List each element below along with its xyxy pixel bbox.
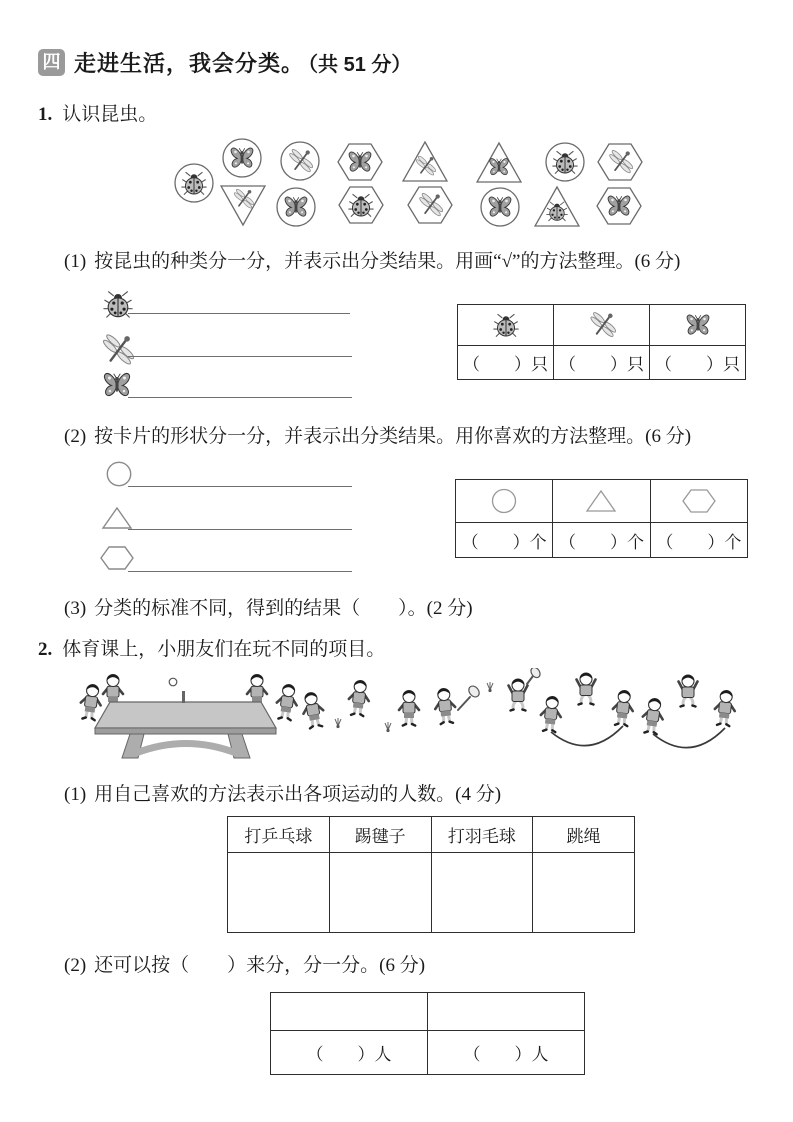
activities-table xyxy=(227,816,635,933)
people-count-cell[interactable]: （ ）人 xyxy=(271,1031,428,1075)
question-number: 2. xyxy=(38,639,53,660)
card-hexagon-dragonfly xyxy=(597,139,643,185)
card-triangle-butterfly xyxy=(476,140,522,186)
card-circle-ladybug xyxy=(171,160,217,206)
question-1-line xyxy=(38,99,157,126)
count-cell-hexagon[interactable]: （ ）个 xyxy=(650,523,747,558)
shuttlecock-group xyxy=(300,672,430,764)
col-header-table-tennis: 打乒乓球 xyxy=(228,817,330,853)
part-number: (2) xyxy=(64,426,87,447)
answer-line-triangle[interactable] xyxy=(128,529,352,530)
count-cell-triangle[interactable]: （ ）个 xyxy=(553,523,650,558)
hexagon-shape-icon xyxy=(650,480,747,523)
card-circle-butterfly xyxy=(273,184,319,230)
answer-cell[interactable] xyxy=(271,993,428,1031)
card-triangle-ladybug xyxy=(534,184,580,230)
shuttlecock-icon xyxy=(487,682,493,692)
shuttlecock-icon xyxy=(385,722,391,732)
count-cell-circle[interactable]: （ ）个 xyxy=(456,523,553,558)
question-2-line xyxy=(38,634,385,661)
jump-rope-group-1 xyxy=(538,670,638,768)
circle-shape-icon xyxy=(491,488,517,514)
card-hexagon-butterfly xyxy=(596,183,642,229)
part-text: 还可以按（ ）来分，分一分。(6 分) xyxy=(94,955,426,976)
count-cell-dragonfly[interactable]: （ ）只 xyxy=(554,346,650,380)
part-text: 用自己喜欢的方法表示出各项运动的人数。(4 分) xyxy=(94,784,502,805)
card-hexagon-ladybug xyxy=(338,182,384,228)
hexagon-shape-icon xyxy=(682,488,716,514)
card-circle-butterfly xyxy=(477,184,523,230)
answer-cell[interactable] xyxy=(428,993,585,1031)
card-circle-butterfly xyxy=(219,135,265,181)
triangle-shape-icon xyxy=(101,506,133,530)
triangle-shape-icon xyxy=(553,480,650,523)
q1-part1-prompt xyxy=(64,246,680,273)
card-triangle-dragonfly xyxy=(402,139,448,185)
q1-part3-prompt xyxy=(64,593,473,620)
q2-part2-prompt xyxy=(64,950,425,977)
dragonfly-icon xyxy=(100,333,134,367)
section-number-badge: 四 xyxy=(38,49,65,76)
card-hexagon-butterfly xyxy=(337,139,383,185)
hexagon-shape-icon xyxy=(100,545,134,571)
question-number: 1. xyxy=(38,104,53,125)
question-text: 体育课上，小朋友们在玩不同的项目。 xyxy=(62,639,386,660)
part-text: 按卡片的形状分一分，并表示出分类结果。用你喜欢的方法整理。(6 分) xyxy=(94,426,692,447)
q1-part2-prompt xyxy=(64,421,691,448)
answer-line-dragonfly[interactable] xyxy=(128,356,352,357)
section-title-line xyxy=(74,47,411,78)
jump-rope-group-2 xyxy=(640,672,740,770)
split-table xyxy=(270,992,585,1075)
people-count-cell[interactable]: （ ）人 xyxy=(428,1031,585,1075)
part-number: (1) xyxy=(64,784,87,805)
part-number: (3) xyxy=(64,598,87,619)
part-text: 分类的标准不同，得到的结果（ ）。(2 分) xyxy=(94,598,473,619)
dragonfly-icon xyxy=(554,305,650,346)
table-tennis-group xyxy=(78,666,300,768)
card-triangle-down-dragonfly xyxy=(220,182,266,228)
ladybug-icon xyxy=(458,305,554,346)
answer-line-circle[interactable] xyxy=(128,486,352,487)
shape-count-table xyxy=(455,479,748,558)
card-hexagon-dragonfly xyxy=(407,182,453,228)
answer-cell[interactable] xyxy=(329,853,431,933)
part-number: (1) xyxy=(64,251,87,272)
col-header-shuttlecock: 踢毽子 xyxy=(329,817,431,853)
ladybug-icon xyxy=(493,312,519,338)
ladybug-icon xyxy=(103,289,133,319)
question-text: 认识昆虫。 xyxy=(62,104,158,125)
answer-line-hexagon[interactable] xyxy=(128,571,352,572)
part-number: (2) xyxy=(64,955,87,976)
insect-count-table xyxy=(457,304,746,380)
butterfly-icon xyxy=(102,370,132,400)
triangle-shape-icon xyxy=(585,489,617,513)
butterfly-icon xyxy=(650,305,746,346)
answer-cell[interactable] xyxy=(533,853,635,933)
col-header-jump-rope: 跳绳 xyxy=(533,817,635,853)
answer-line-butterfly[interactable] xyxy=(128,397,352,398)
rope xyxy=(653,728,725,748)
circle-shape-icon xyxy=(456,480,553,523)
card-circle-ladybug xyxy=(542,139,588,185)
section-title: 走进生活，我会分类。 xyxy=(74,51,305,76)
answer-line-ladybug[interactable] xyxy=(128,313,350,314)
insect-cards xyxy=(0,130,793,238)
col-header-badminton: 打羽毛球 xyxy=(431,817,533,853)
q2-part1-prompt xyxy=(64,779,501,806)
rope xyxy=(551,726,623,746)
answer-cell[interactable] xyxy=(228,853,330,933)
count-cell-butterfly[interactable]: （ ）只 xyxy=(650,346,746,380)
butterfly-icon xyxy=(685,312,711,338)
answer-cell[interactable] xyxy=(431,853,533,933)
part-text: 按昆虫的种类分一分，并表示出分类结果。用画“√”的方法整理。(6 分) xyxy=(94,251,681,272)
circle-shape-icon xyxy=(106,461,132,487)
section-header xyxy=(38,47,411,78)
shuttlecock-icon xyxy=(335,718,341,728)
card-circle-dragonfly xyxy=(277,138,323,184)
section-points: （共 51 分） xyxy=(308,54,412,76)
sports-illustration xyxy=(0,660,793,772)
count-cell-ladybug[interactable]: （ ）只 xyxy=(458,346,554,380)
dragonfly-icon xyxy=(588,311,616,339)
